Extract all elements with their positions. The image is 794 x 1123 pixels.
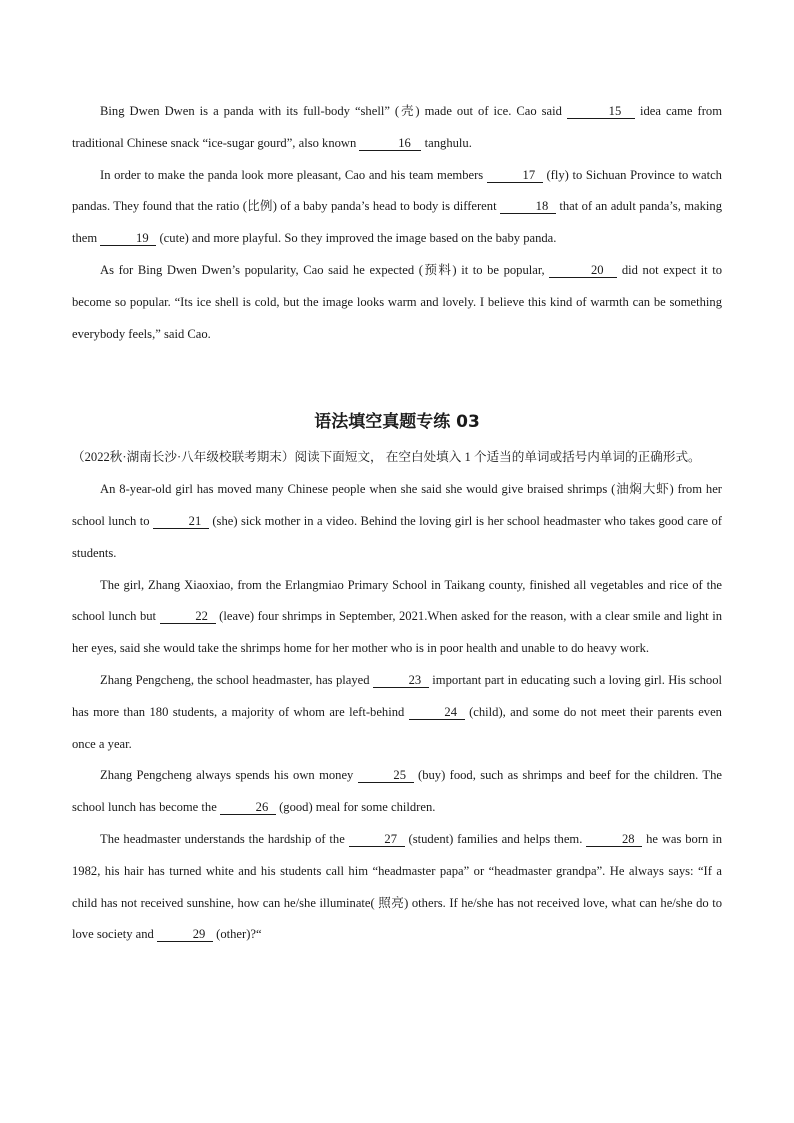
text: Zhang Pengcheng always spends his own money [100,768,358,783]
text: Zhang Pengcheng, the school headmaster, has played [100,672,373,687]
text: (buy) food, such as shrimps and beef for the children. The school lunch has become the [72,768,723,815]
text: (good) meal for some children. [275,800,436,815]
blank-23: 23 [373,673,429,688]
passage2-paragraph-1 [72,474,722,569]
passage1-paragraph-3 [72,255,722,350]
text: idea came from traditional Chinese snack “ice-sugar gourd”, also known [72,104,723,150]
text: he was born in 1982, his hair has turned white and his students call him “headmaster papa” or “headmaster grandpa”. He always says: “If a child has not received sunshine, how can he/she illuminate( 照亮) others. If he/she has not received love, what can he/she do to love society and [72,831,722,942]
blank-15: 15 [567,104,635,119]
text: In order to make the panda look more pleasant, Cao and his team members [100,167,487,182]
blank-26: 26 [220,800,276,815]
blank-28: 28 [586,832,642,847]
passage2-paragraph-2 [72,570,722,665]
text: did not expect it to become so popular. “Its ice shell is cold, but the image looks warm and lovely. I believe this kind of warmth can be something everybody feels,” said Cao. [72,262,722,341]
section-title: 语法填空真题专练 03 [314,412,480,433]
text: that of an adult panda’s, making them [72,199,723,246]
blank-22: 22 [160,609,216,624]
passage2-paragraph-5 [72,824,722,951]
text: The girl, Zhang Xiaoxiao, from the Erlangmiao Primary School in Taikang county, finished all vegetables and rice of the school lunch but [72,577,722,624]
text: Bing Dwen Dwen is a panda with its full-body “shell” (壳) made out of ice. Cao said [100,104,567,118]
text: (she) sick mother in a video. Behind the loving girl is her school headmaster who takes good care of students. [72,513,722,560]
text: important part in educating such a loving girl. His school has more than 180 students, a majority of whom are left-behind [72,672,722,719]
blank-29: 29 [157,927,213,942]
instruction: （2022秋·湖南长沙·八年级校联考期末）阅读下面短文， 在空白处填入 1 个适当的单词或括号内单词的正确形式。 [72,450,701,465]
text: (cute) and more playful. So they improved the image based on the baby panda. [156,231,557,246]
blank-19: 19 [100,231,156,246]
blank-17: 17 [487,168,543,183]
blank-24: 24 [409,705,465,720]
text: The headmaster understands the hardship of the [100,831,349,846]
text: (student) families and helps them. [404,831,587,846]
text: (child), and some do not meet their parents even once a year. [72,704,722,751]
text: As for Bing Dwen Dwen’s popularity, Cao said he expected (预料) it to be popular, [100,262,550,277]
passage2-paragraph-4 [72,760,722,824]
text: (fly) to Sichuan Province to watch pandas. They found that the ratio (比例) of a baby panda’s head to body is different [72,167,722,214]
passage1-paragraph-2 [72,160,722,255]
blank-27: 27 [349,832,405,847]
text: An 8-year-old girl has moved many Chinese people when she said she would give braised shrimps (油焖大虾) from her school lunch to [72,482,722,528]
document-page [72,96,722,951]
blank-20: 20 [549,263,617,278]
passage2-paragraph-3 [72,665,722,760]
text: tanghulu. [421,135,472,150]
text: (leave) four shrimps in September, 2021.When asked for the reason, with a clear smile and light in her eyes, said she would take the shrimps home for her mother who is in poor health and unable to do heavy work. [72,609,722,656]
passage1-paragraph-1 [72,96,722,160]
blank-18: 18 [500,199,556,214]
blank-25: 25 [358,768,414,783]
blank-21: 21 [153,514,209,529]
blank-16: 16 [359,136,421,151]
text: (other)?“ [212,927,262,942]
